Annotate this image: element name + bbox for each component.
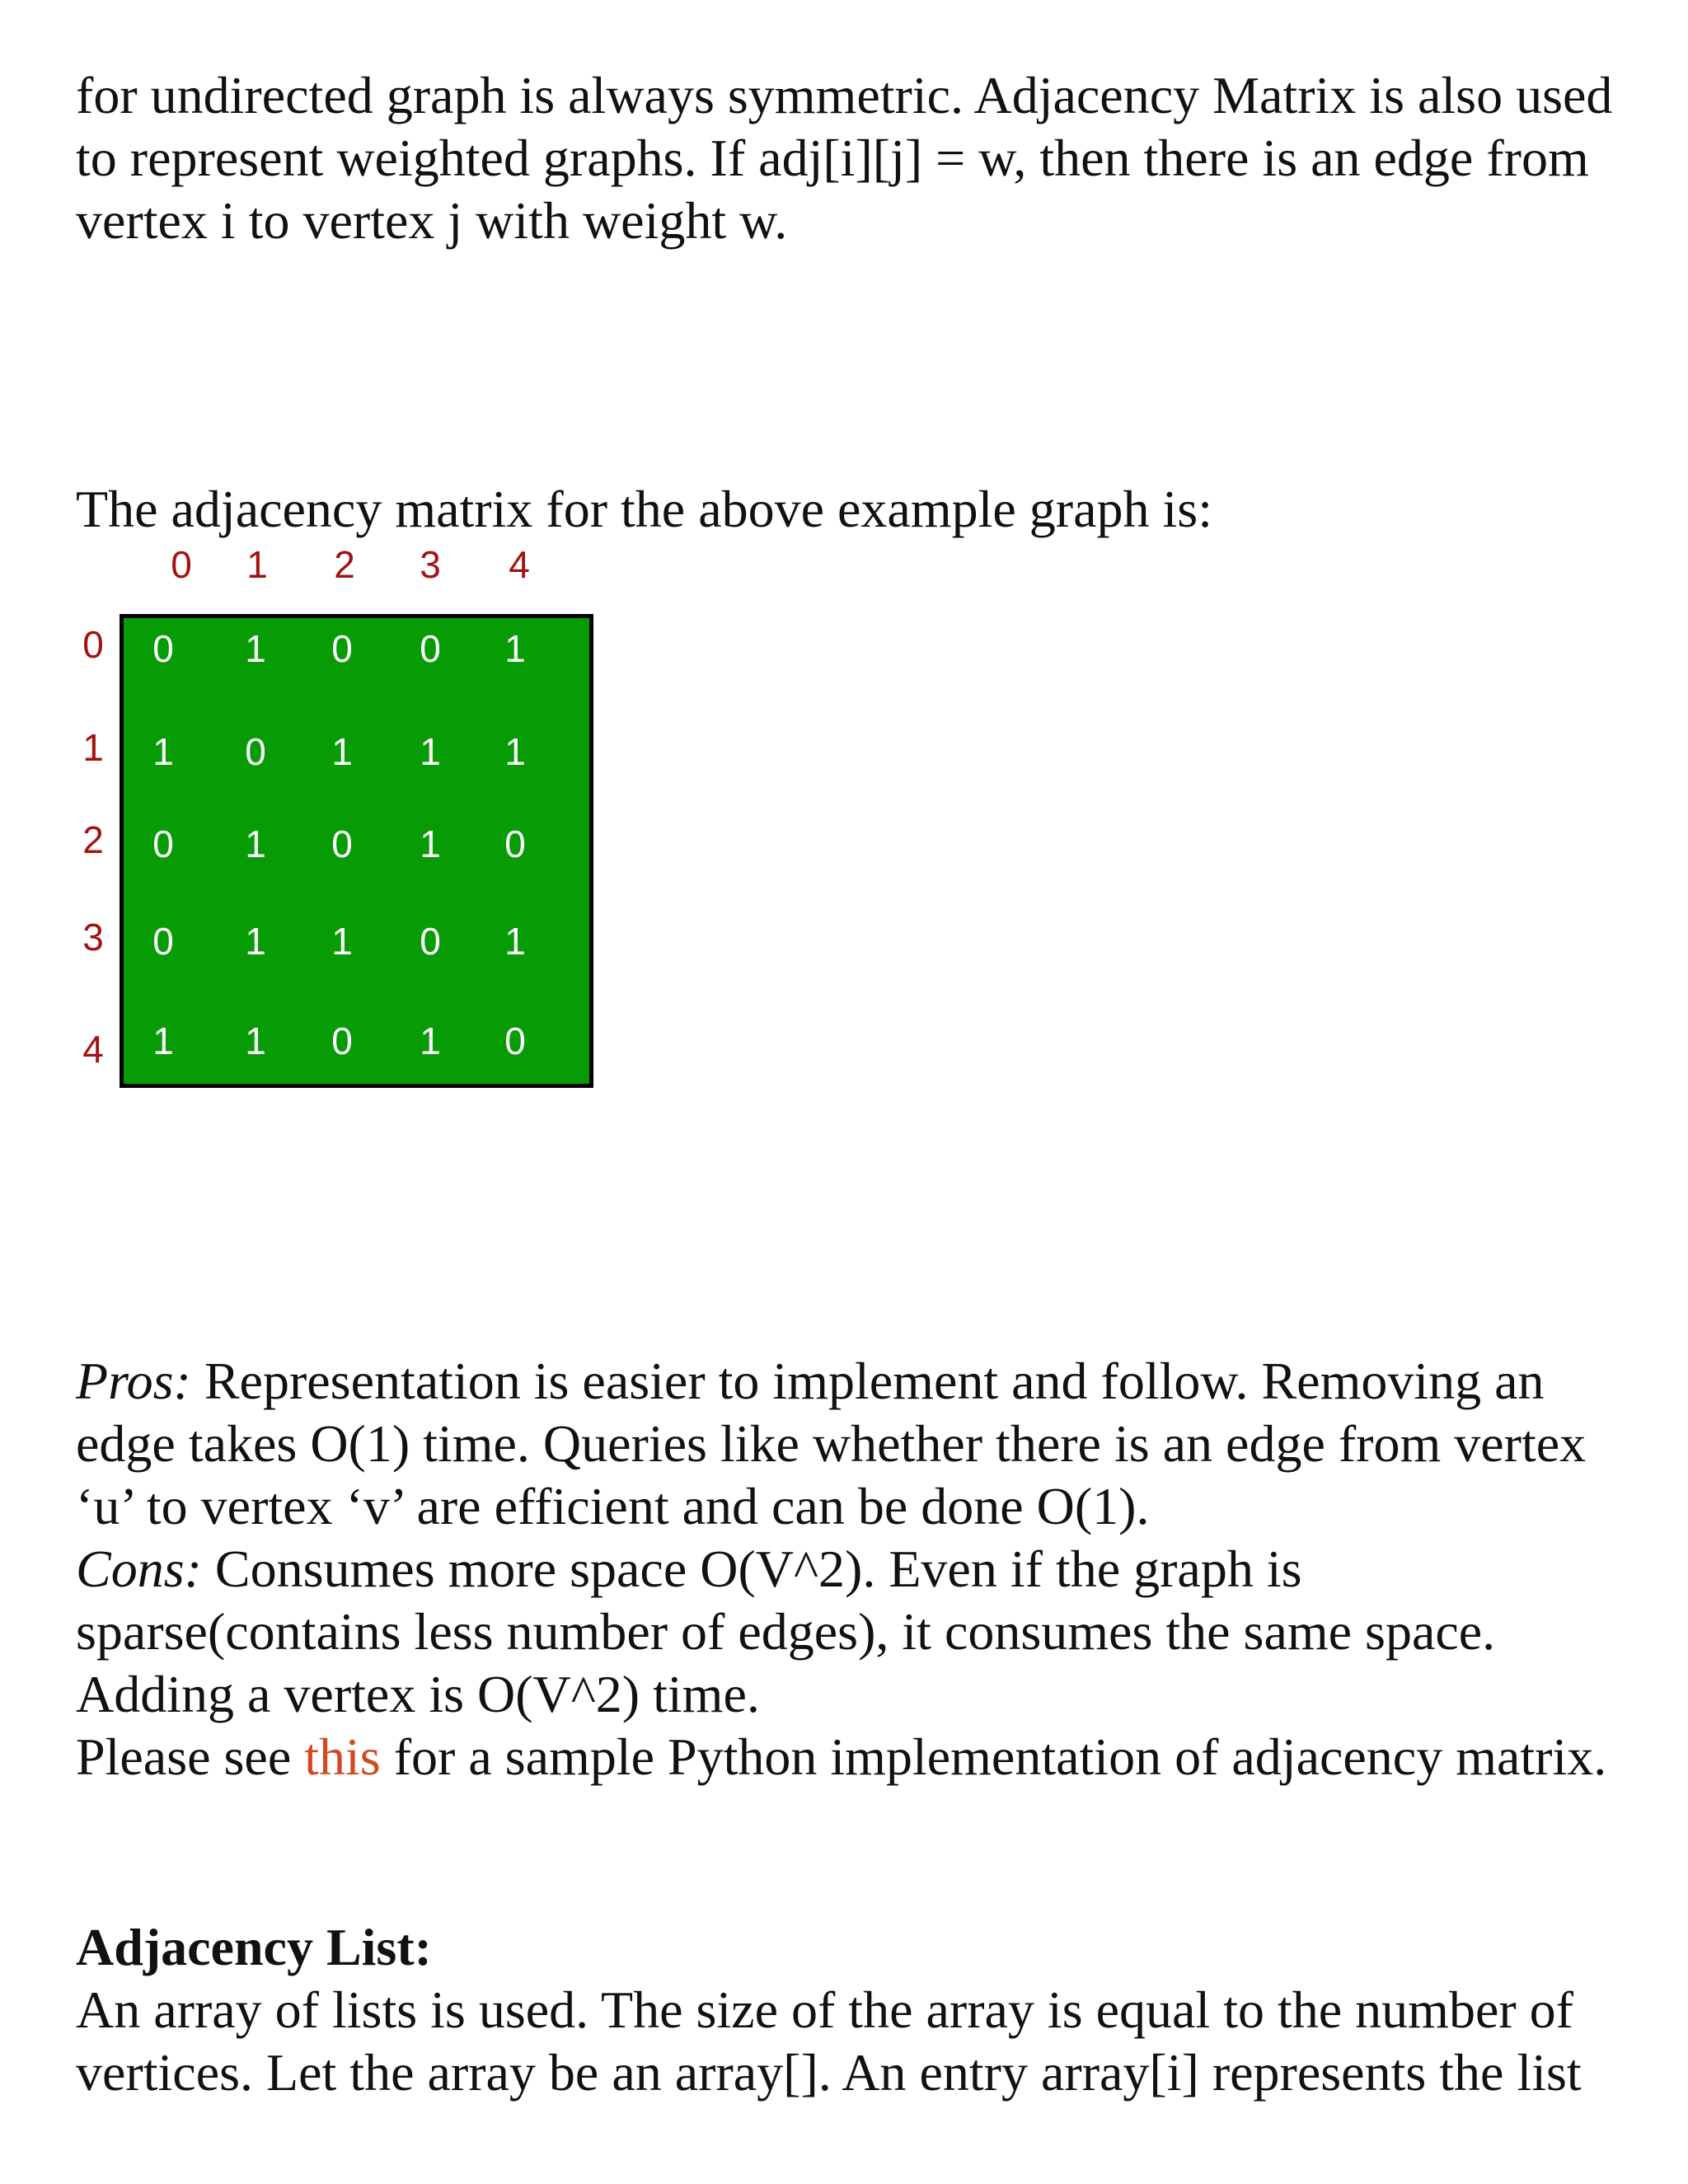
matrix-cell: 0 [504,823,526,865]
matrix-cell: 0 [152,920,174,963]
matrix-cell: 1 [420,823,441,865]
matrix-cell: 1 [152,1019,174,1062]
matrix-cell: 0 [152,627,174,670]
intro-line: for undirected graph is always symmetric. Adjacency Matrix is also used [76,66,1613,124]
matrix-cell: 0 [245,730,266,773]
matrix-row-label: 3 [82,916,104,958]
pros-line [76,1350,1675,1413]
matrix-row-label: 4 [82,1028,104,1071]
pros-cons-paragraph [76,1350,1675,1788]
matrix-cell: 1 [245,627,266,670]
adjacency-matrix-figure [0,536,626,1113]
pros-label: Pros: [76,1352,191,1410]
matrix-cell: 1 [245,1019,266,1062]
cons-line: Adding a vertex is O(V^2) time. [76,1665,760,1723]
matrix-cell: 0 [331,823,353,865]
matrix-cell: 1 [331,730,353,773]
matrix-cell: 1 [245,920,266,963]
matrix-row-label: 1 [82,726,104,769]
matrix-cell: 0 [420,920,441,963]
pros-text: Representation is easier to implement and follow. Removing an [190,1352,1545,1410]
matrix-cell: 0 [504,1019,526,1062]
cons-text: Consumes more space O(V^2). Even if the graph is [201,1540,1302,1598]
adjacency-list-section [76,1916,1675,2104]
see-also-line [76,1726,1675,1788]
matrix-grid [120,614,593,1088]
matrix-cell: 1 [504,627,526,670]
matrix-row-label: 0 [82,623,104,666]
python-implementation-link[interactable]: this [304,1727,381,1786]
cons-line [76,1538,1675,1601]
matrix-cell: 0 [420,627,441,670]
adjacency-list-heading: Adjacency List: [76,1918,432,1976]
matrix-cell: 0 [331,1019,353,1062]
adjacency-list-line: vertices. Let the array be an array[]. An entry array[i] represents the list [76,2043,1582,2102]
matrix-cell: 1 [504,920,526,963]
intro-line: vertex i to vertex j with weight w. [76,191,788,250]
matrix-cell: 1 [245,823,266,865]
matrix-row-label: 2 [82,818,104,861]
matrix-column-label: 2 [334,543,355,586]
matrix-cell: 1 [420,730,441,773]
adjacency-list-line: An array of lists is used. The size of the array is equal to the number of [76,1980,1573,2039]
pros-line: ‘u’ to vertex ‘v’ are efficient and can be done O(1). [76,1477,1150,1535]
cons-label: Cons: [76,1540,202,1598]
matrix-cell: 1 [420,1019,441,1062]
matrix-cell: 1 [504,730,526,773]
see-prefix: Please see [76,1727,305,1786]
matrix-column-label: 4 [509,543,530,586]
matrix-cell: 1 [331,920,353,963]
cons-line: sparse(contains less number of edges), it consumes the same space. [76,1602,1496,1661]
intro-line: to represent weighted graphs. If adj[i][j] = w, then there is an edge from [76,129,1589,187]
matrix-column-label: 0 [171,543,192,586]
matrix-column-label: 3 [420,543,441,586]
matrix-cell: 0 [152,823,174,865]
intro-paragraph [76,64,1675,252]
matrix-column-label: 1 [246,543,268,586]
see-suffix: for a sample Python implementation of adjacency matrix. [380,1727,1607,1786]
matrix-caption: The adjacency matrix for the above example graph is: [76,480,1212,538]
matrix-cell: 0 [331,627,353,670]
pros-line: edge takes O(1) time. Queries like whether there is an edge from vertex [76,1414,1587,1473]
matrix-cell: 1 [152,730,174,773]
